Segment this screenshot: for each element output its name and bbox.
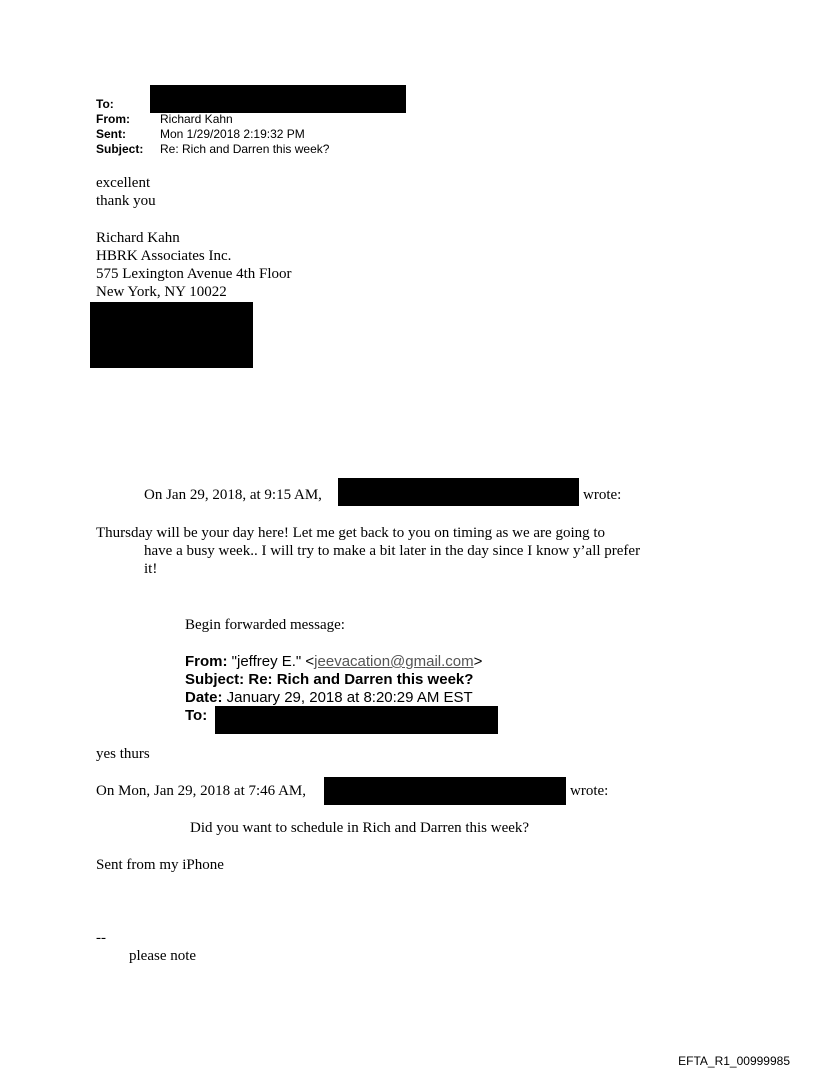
forwarded-subject-label: Subject:: [185, 671, 245, 688]
header-subject-label: Subject:: [96, 142, 144, 156]
header-from-row: [96, 112, 233, 127]
quote1-paragraph-line-1: Thursday will be your day here! Let me get back to you on timing as we are going to: [96, 525, 606, 541]
signature-company: HBRK Associates Inc.: [96, 248, 232, 264]
forwarded-to-label: To:: [185, 707, 208, 724]
body-line-2: thank you: [96, 193, 156, 209]
signature-address-1: 575 Lexington Avenue 4th Floor: [96, 266, 292, 282]
forwarded-begin: Begin forwarded message:: [185, 617, 345, 633]
signature-address-2: New York, NY 10022: [96, 284, 227, 300]
header-sent-value: Mon 1/29/2018 2:19:32 PM: [160, 127, 305, 141]
quote1-wrote: wrote:: [583, 487, 622, 503]
redaction-to: [150, 85, 406, 113]
quote1-paragraph-line-2: have a busy week.. I will try to make a bit later in the day since I know y’all prefer: [144, 543, 641, 559]
reply-text: yes thurs: [96, 746, 150, 762]
signature-name: Richard Kahn: [96, 230, 180, 246]
forwarded-from-email-link[interactable]: jeevacation@gmail.com: [314, 653, 474, 670]
header-subject-value: Re: Rich and Darren this week?: [160, 142, 330, 156]
forwarded-from-close: >: [473, 653, 483, 670]
body-line-1: excellent: [96, 175, 151, 191]
please-note: please note: [129, 948, 197, 964]
forwarded-to-row: [185, 707, 207, 725]
sent-from-iphone: Sent from my iPhone: [96, 857, 224, 873]
quote2-question: Did you want to schedule in Rich and Darren this week?: [190, 820, 530, 836]
redaction-forwarded-to: [215, 706, 498, 734]
redaction-quote2-sender: [324, 777, 566, 805]
header-sent-label: Sent:: [96, 127, 126, 141]
header-sent-row: [96, 127, 305, 142]
forwarded-date-row: [185, 689, 473, 707]
forwarded-date-value: January 29, 2018 at 8:20:29 AM EST: [222, 689, 473, 706]
forwarded-subject-row: [185, 671, 473, 689]
signature-separator: --: [96, 930, 106, 946]
quote2-wrote: wrote:: [570, 783, 609, 799]
forwarded-from-label: From:: [185, 653, 228, 670]
redaction-quote1-sender: [338, 478, 579, 506]
document-id: EFTA_R1_00999985: [678, 1054, 790, 1068]
forwarded-from-name: "jeffrey E." <: [227, 653, 315, 670]
forwarded-subject-value: Re: Rich and Darren this week?: [244, 671, 474, 688]
forwarded-date-label: Date:: [185, 689, 223, 706]
header-to-label: To:: [96, 97, 114, 111]
header-subject-row: [96, 142, 329, 157]
header-from-value: Richard Kahn: [160, 112, 233, 126]
quote1-paragraph-line-3: it!: [144, 561, 158, 577]
quote1-intro: On Jan 29, 2018, at 9:15 AM,: [144, 487, 322, 503]
header-from-label: From:: [96, 112, 130, 126]
forwarded-from-row: [185, 653, 482, 671]
redaction-signature: [90, 302, 253, 368]
quote2-intro: On Mon, Jan 29, 2018 at 7:46 AM,: [96, 783, 306, 799]
